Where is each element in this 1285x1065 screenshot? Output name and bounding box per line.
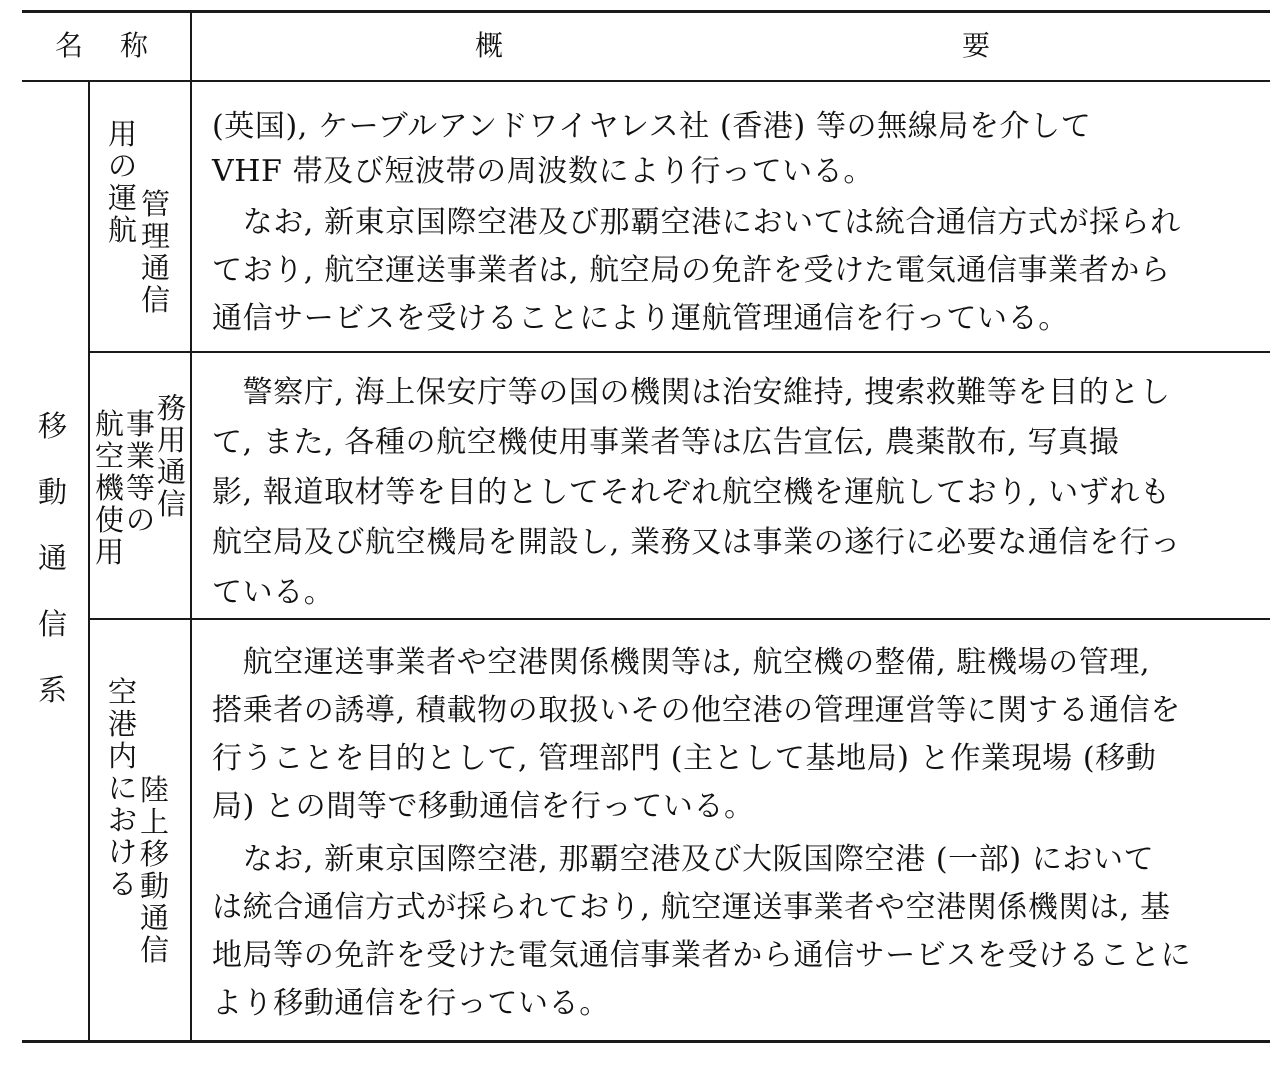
row1-label-col-left <box>108 118 137 246</box>
label-char: 移 <box>140 837 170 871</box>
label-char: お <box>108 803 138 837</box>
table-bottom-border <box>22 1040 1270 1043</box>
label-char: 理 <box>141 219 171 253</box>
header-desc-char-1: 概 <box>475 29 504 62</box>
row3-label-col-right <box>140 774 169 966</box>
label-char: 用 <box>157 423 187 457</box>
label-char: 業 <box>126 439 156 473</box>
text-line: ており, 航空運送事業者は, 航空局の免許を受けた電気通信事業者から <box>212 253 1171 288</box>
text-line: 航空局及び航空機局を開設し, 業務又は事業の遂行に必要な通信を行っ <box>212 525 1181 560</box>
text-line: (英国), ケーブルアンドワイヤレス社 (香港) 等の無線局を介して <box>212 109 1092 144</box>
text-line: て, また, 各種の航空機使用事業者等は広告宣伝, 農薬散布, 写真撮 <box>212 425 1120 460</box>
label-char: け <box>108 835 138 869</box>
header-desc-char-2: 要 <box>962 29 991 62</box>
label-char: 陸 <box>140 773 170 807</box>
row1-label-col-right <box>141 188 170 316</box>
label-char: の <box>126 503 156 537</box>
text-line: 地局等の免許を受けた電気通信事業者から通信サービスを受けることに <box>212 938 1192 973</box>
text-line: 行うことを目的として, 管理部門 (主として基地局) と作業現場 (移動 <box>212 741 1157 776</box>
column-divider-sub <box>88 82 90 1040</box>
label-char: 通 <box>140 901 170 935</box>
category-char: 系 <box>38 673 68 707</box>
row2-label-col-right <box>157 392 186 520</box>
text-line: 局) との間等で移動通信を行っている。 <box>212 789 755 824</box>
label-char: 信 <box>141 283 171 317</box>
row-divider-1 <box>90 351 1270 353</box>
label-char: 使 <box>95 503 125 537</box>
row3-label-col-left <box>108 676 137 900</box>
table-top-border <box>22 10 1270 13</box>
text-line: は統合通信方式が採られており, 航空運送事業者や空港関係機関は, 基 <box>212 890 1171 925</box>
category-label <box>38 410 67 740</box>
label-char: 航 <box>108 213 138 247</box>
label-char: 空 <box>108 675 138 709</box>
label-char: 上 <box>140 805 170 839</box>
label-char: 務 <box>157 391 187 425</box>
header-name-char-2: 称 <box>120 29 149 62</box>
label-char: 通 <box>157 455 187 489</box>
row3-description <box>212 640 1262 1026</box>
label-char: 等 <box>126 471 156 505</box>
label-char: 港 <box>108 707 138 741</box>
label-char: 信 <box>157 487 187 521</box>
category-char: 移 <box>38 409 68 443</box>
label-char: 通 <box>141 251 171 285</box>
text-line: 航空運送事業者や空港関係機関等は, 航空機の整備, 駐機場の管理, <box>212 645 1151 680</box>
label-char: 空 <box>95 439 125 473</box>
text-line: VHF 帯及び短波帯の周波数により行っている。 <box>212 154 874 189</box>
label-char: 内 <box>108 739 138 773</box>
category-char: 動 <box>38 475 68 509</box>
label-char: 用 <box>95 535 125 569</box>
row-divider-2 <box>90 618 1270 620</box>
header-bottom-border <box>22 80 1270 82</box>
label-char: 航 <box>95 407 125 441</box>
text-line: ている。 <box>212 575 335 610</box>
text-line: なお, 新東京国際空港及び那覇空港においては統合通信方式が採られ <box>212 205 1181 240</box>
text-line: 通信サービスを受けることにより運航管理通信を行っている。 <box>212 301 1069 336</box>
text-line: より移動通信を行っている。 <box>212 986 610 1021</box>
category-char: 通 <box>38 541 68 575</box>
label-char: 用 <box>108 117 138 151</box>
text-line: 影, 報道取材等を目的としてそれぞれ航空機を運航しており, いずれも <box>212 475 1171 510</box>
row2-description <box>212 370 1262 615</box>
header-name-char-1: 名 <box>55 29 84 62</box>
label-char: の <box>108 149 138 183</box>
label-char: 機 <box>95 471 125 505</box>
row1-description <box>212 104 1262 341</box>
text-line: 搭乗者の誘導, 積載物の取扱いその他空港の管理運営等に関する通信を <box>212 693 1181 728</box>
label-char: 動 <box>140 869 170 903</box>
text-line: なお, 新東京国際空港, 那覇空港及び大阪国際空港 (一部) において <box>212 842 1155 877</box>
row2-label-col-middle <box>126 408 155 536</box>
text-line: 警察庁, 海上保安庁等の国の機関は治安維持, 捜索救難等を目的とし <box>212 375 1171 410</box>
category-char: 信 <box>38 607 68 641</box>
label-char: る <box>108 867 138 901</box>
label-char: 事 <box>126 407 156 441</box>
label-char: 管 <box>141 187 171 221</box>
label-char: 運 <box>108 181 138 215</box>
column-divider-main <box>190 10 192 1042</box>
row2-label-col-left <box>95 408 124 568</box>
label-char: に <box>108 771 138 805</box>
label-char: 信 <box>140 933 170 967</box>
